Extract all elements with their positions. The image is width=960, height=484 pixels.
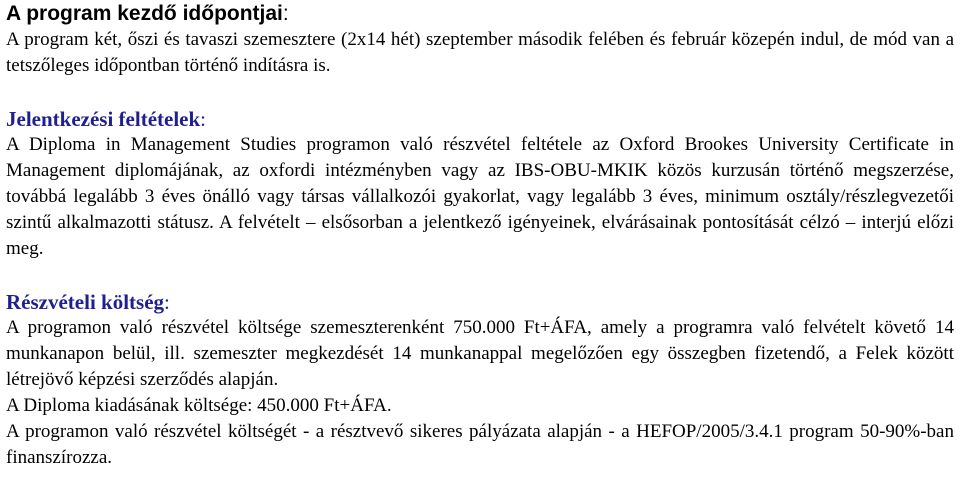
- section-requirements: [6, 105, 954, 262]
- section-costs: [6, 288, 954, 471]
- paragraph-costs-diploma: A Diploma kiadásának költsége: 450.000 Ft+ÁFA.: [6, 395, 392, 416]
- heading-start-dates-colon: :: [282, 2, 289, 25]
- paragraph-costs-funding: A programon való részvétel költségét - a résztvevő sikeres pályázata alapján - a HEFOP/2005/3.4.1 program 50-90%-ban finanszírozza.: [6, 421, 954, 468]
- heading-costs-text: Részvételi költség: [6, 290, 165, 314]
- section-start-dates: [6, 0, 954, 79]
- heading-requirements-colon: :: [200, 107, 207, 131]
- spacer: [6, 262, 954, 288]
- heading-start-dates: [6, 0, 954, 27]
- paragraph-start-dates: A program két, őszi és tavaszi szemesztere (2x14 hét) szeptember második felében és február közepén indul, de mód van a tetszőleges időpontban történő indításra is.: [6, 29, 954, 76]
- spacer: [6, 79, 954, 105]
- heading-start-dates-text: A program kezdő időpontjai: [6, 2, 283, 25]
- paragraph-requirements: A Diploma in Management Studies programon való részvétel feltétele az Oxford Brookes University Certificate in Management diplomájának, az oxfordi intézményben vagy az IBS-OBU-MKIK közös kurzusán történő megszerzése, továbbá legalább 3 éves önálló vagy társas vállalkozói gyakorlat, vagy legalább 3 éves, minimum osztály/részlegvezetői szintű alkalmazotti státusz. A felvételt – elsősorban a jelentkező igényeinek, elvárásainak pontosítását célzó – interjú előzi meg.: [6, 134, 954, 259]
- heading-requirements: [6, 105, 954, 132]
- paragraph-costs-main: A programon való részvétel költsége szemeszterenként 750.000 Ft+ÁFA, amely a programra való felvételt követő 14 munkanapon belül, ill. szemeszter megkezdését 14 munkanappal megelőzően egy összegben fizetendő, a Felek között létrejövő képzési szerződés alapján.: [6, 317, 954, 390]
- heading-requirements-text: Jelentkezési feltételek: [6, 107, 201, 131]
- heading-costs-colon: :: [164, 290, 170, 314]
- heading-costs: [6, 288, 954, 315]
